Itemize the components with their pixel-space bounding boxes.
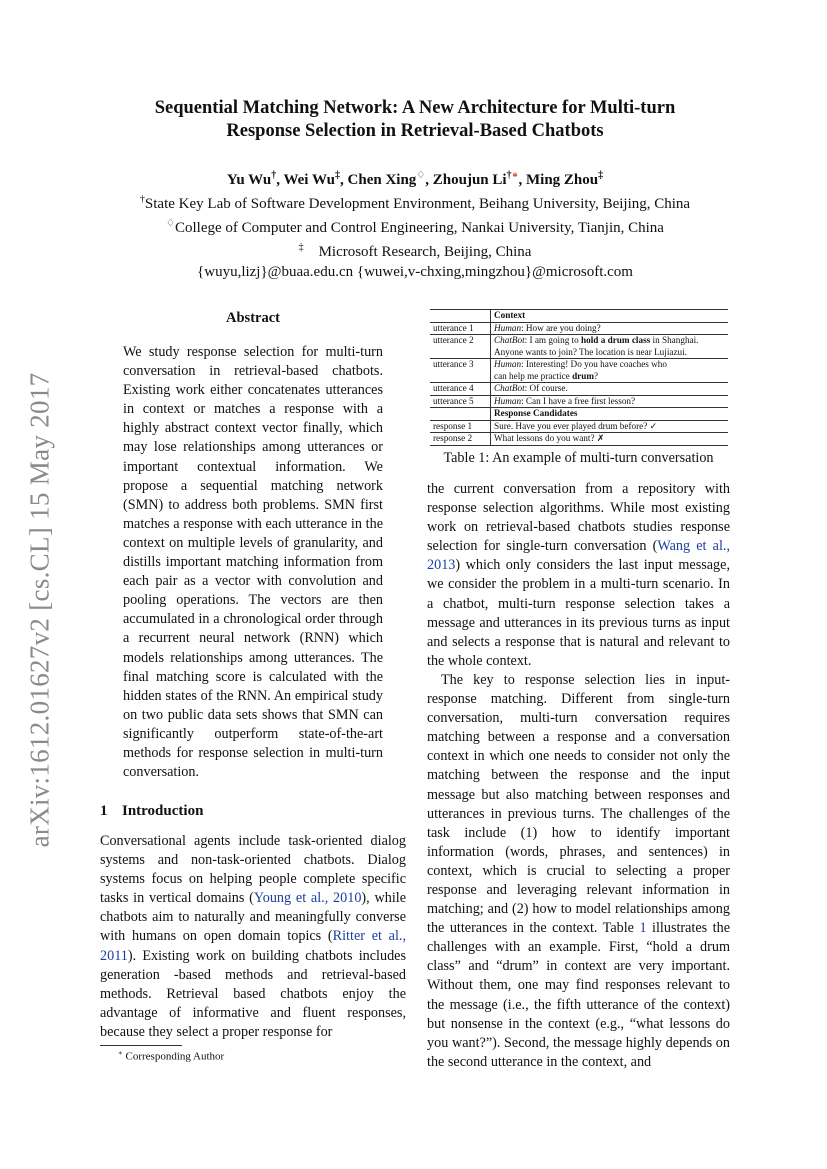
affiliation-mark: † — [506, 170, 512, 181]
table-row: utterance 3 Human: Interesting! Do you have coaches who can help me practice drum? — [430, 359, 728, 383]
author-name: Wei Wu — [283, 172, 336, 188]
abstract-heading: Abstract — [226, 310, 280, 326]
conversation-table — [430, 309, 728, 446]
affiliation-1: †State Key Lab of Software Development Environment, Beihang University, Beijing, China — [139, 194, 691, 212]
section-number: 1 — [100, 803, 108, 819]
citation-link[interactable]: Young et al., 2010 — [253, 890, 362, 907]
title-line-2: Response Selection in Retrieval-Based Chatbots — [226, 121, 604, 141]
affiliation-3: ‡ Microsoft Research, Beijing, China — [298, 242, 532, 260]
author-emails: {wuyu,lizj}@buaa.edu.cn {wuwei,v-chxing,mingzhou}@microsoft.com — [197, 264, 633, 280]
paragraph: The key to response selection lies in input-response matching. Different from single-turn conversation, multi-turn conversation requires matching between a response and a conversation context in which one needs to consider not only the matching between the response and the input message but also matching between responses and utterances in previous turns. The challenges of the task include (1) how to identify important information (words, phrases, and sentences) in context, which is crucial to selecting a proper response and leveraging relevant information in matching; and (2) how to model relationships among the utterances in the context. Table 1 illustrates the challenges with an example. First, “hold a drum class” and “drum” in context are very important. Without them, one may find responses relevant to the message (i.e., the fifth utterance of the context) but nonsense in the context (e.g., “what lessons do you want?”). Second, the message highly depends on the second utterance in the context, and — [427, 671, 731, 1070]
footnote-divider — [100, 1045, 182, 1046]
section-title: Introduction — [122, 803, 204, 819]
table-row: utterance 1 Human: How are you doing? — [430, 322, 728, 335]
arxiv-identifier: arXiv:1612.01627v2 [cs.CL] 15 May 2017 — [24, 372, 55, 848]
author-name: Zhoujun Li — [432, 172, 507, 188]
footnote: ∗ Corresponding Author — [118, 1049, 225, 1063]
affiliation-mark: ♢ — [416, 170, 426, 181]
author-name: Yu Wu — [226, 172, 272, 188]
table-row: utterance 4 ChatBot: Of course. — [430, 383, 728, 396]
author-list: Yu Wu†, Wei Wu‡, Chen Xing♢, Zhoujun Li†∗, Ming Zhou‡ — [226, 170, 604, 188]
paper-title — [100, 97, 730, 143]
table-row: utterance 2 ChatBot: I am going to hold a drum class in Shanghai. Anyone wants to join? The location is near Lujiazui. — [430, 335, 728, 359]
right-column-text — [427, 480, 730, 1072]
affiliation-mark: † — [271, 170, 277, 181]
paragraph: the current conversation from a repository with response selection algorithms. While most existing work on retrieval-based chatbots studies response selection for single-turn conversation (Wang et al., 2013) which only considers the last input message, we consider the problem in a multi-turn scenario. In a chatbot, multi-turn response selection takes a message and utterances in its previous turns as input and selects a response that is natural and relevant to the whole context. — [427, 481, 730, 669]
affiliation-mark: ‡ — [335, 170, 341, 181]
table-caption: Table 1: An example of multi-turn conversation — [443, 450, 714, 466]
citation-link[interactable]: Wang et al., 2013 — [427, 538, 730, 574]
table-header-row — [430, 310, 728, 323]
table-reference-link[interactable]: 1 — [639, 920, 647, 937]
citation-link[interactable]: Ritter et al., 2011 — [100, 928, 406, 964]
table-row: response 1 Sure. Have you ever played drum before? ✓ — [430, 420, 728, 433]
section-heading-introduction — [100, 803, 203, 820]
author-name: Chen Xing — [347, 172, 417, 188]
corresponding-author-mark[interactable]: ∗ — [511, 170, 519, 181]
author-name: Ming Zhou — [526, 172, 599, 188]
table-row: response 2 What lessons do you want? ✗ — [430, 433, 728, 446]
table-header-row — [430, 408, 728, 421]
arxiv-sidebar — [0, 0, 80, 1169]
context-header: Context — [491, 310, 729, 323]
author-block — [100, 166, 730, 282]
candidates-header: Response Candidates — [491, 408, 729, 421]
abstract-text: We study response selection for multi-turn conversation in retrieval-based chatbots. Existing work either concatenates utterances in context or matches a response with a highly abstract context vector finally, which may lose relationships among utterances or important contextual information. We propose a sequential matching network (SMN) to address both problems. SMN first matches a response with each utterance in the context on multiple levels of granularity, and distills important matching information from each pair as a vector with convolution and pooling operations. The vectors are then accumulated in a chronological order through a recurrent neural network (RNN) which models relationships among utterances. The final matching score is calculated with the hidden states of the RNN. An empirical study on two public data sets shows that SMN can significantly outperform state-of-the-art methods for response selection in multi-turn conversation. — [123, 344, 383, 781]
title-line-1: Sequential Matching Network: A New Architecture for Multi-turn — [154, 98, 676, 118]
affiliation-2: ♢College of Computer and Control Engineering, Nankai University, Tianjin, China — [166, 218, 664, 236]
affiliation-mark: ‡ — [598, 170, 604, 181]
introduction-paragraph: Conversational agents include task-oriented dialog systems and non-task-oriented chatbots. Dialog systems focus on helping people complete specific tasks in vertical domains (Young et al., 2010), while chatbots aim to naturally and meaningfully converse with humans on open domain topics (Ritter et al., 2011). Existing work on building chatbots includes generation -based methods and retrieval-based methods. Retrieval based chatbots enjoy the advantage of informative and fluent responses, because they select a proper response for — [100, 833, 407, 1040]
table-row: utterance 5 Human: Can I have a free first lesson? — [430, 395, 728, 408]
